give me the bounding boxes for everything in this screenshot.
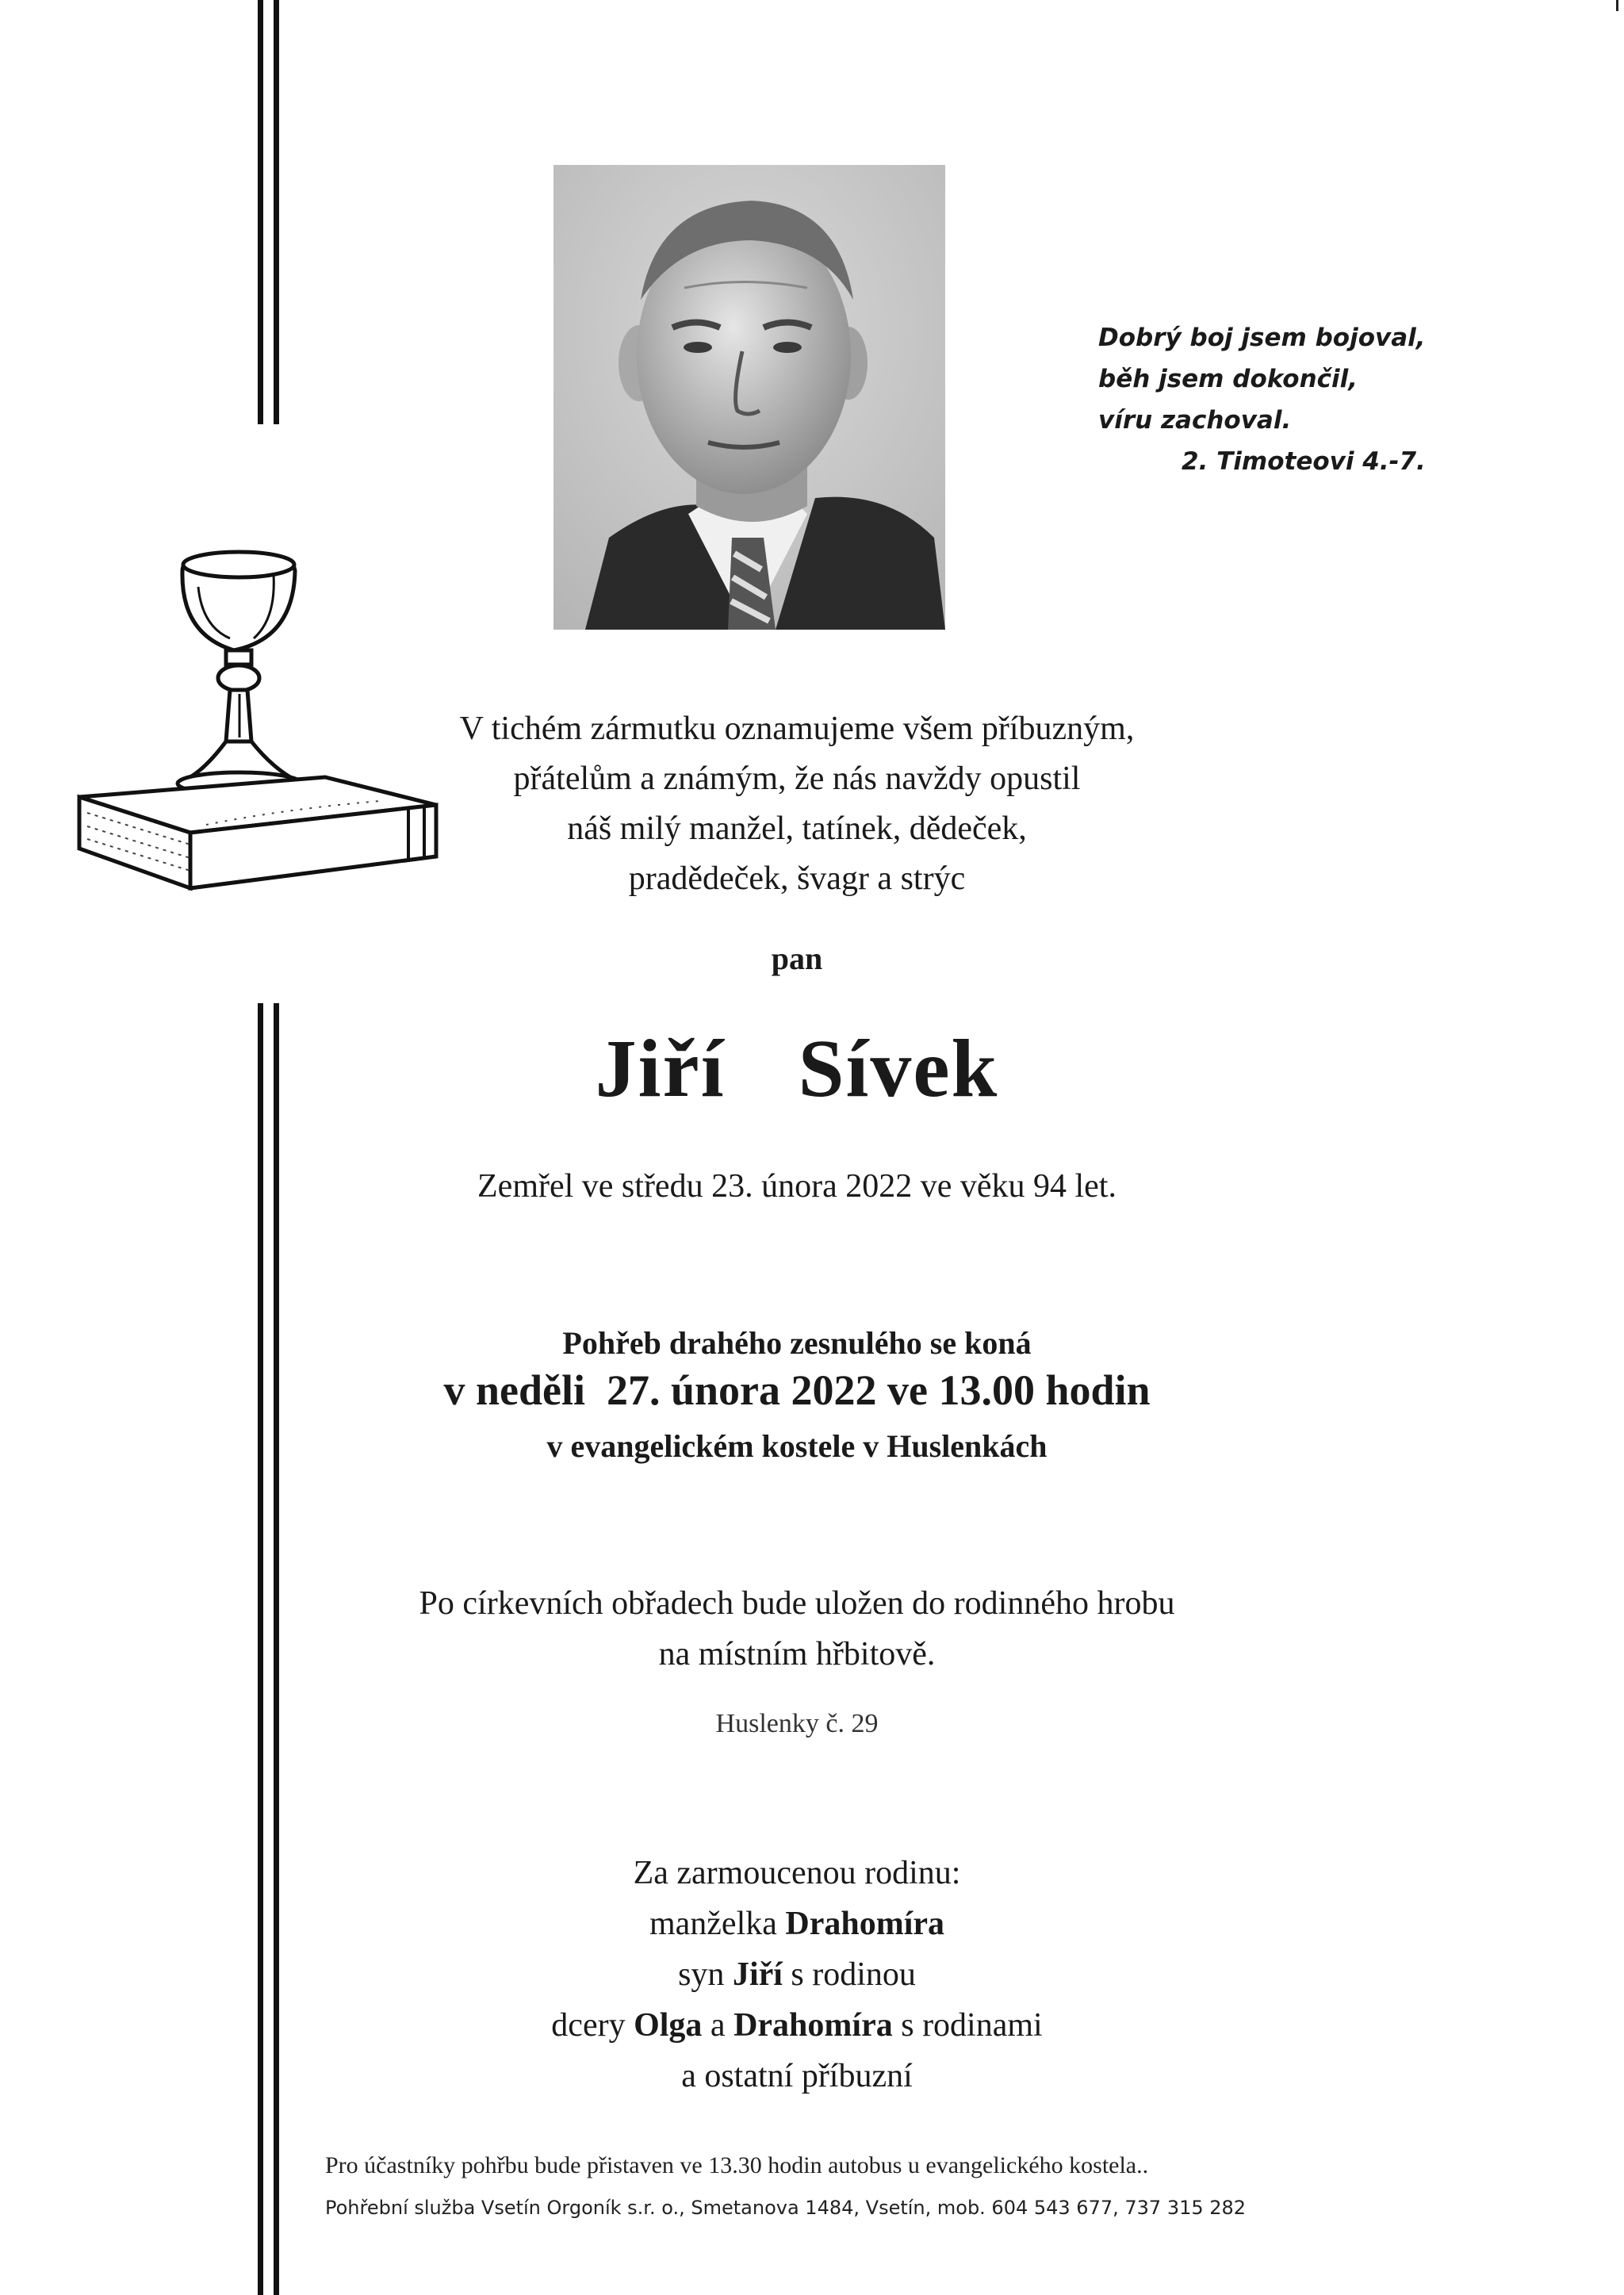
funeral-date: v neděli 27. února 2022 ve 13.00 hodin xyxy=(443,1366,1151,1414)
family-heading: Za zarmoucenou rodinu: xyxy=(633,1855,961,1891)
burial-line: Po církevních obřadech bude uložen do rodinného hrobu xyxy=(419,1585,1175,1622)
intro-line: V tichém zármutku oznamujeme všem příbuzným, xyxy=(459,711,1135,747)
family-address: Huslenky č. 29 xyxy=(715,1709,879,1738)
burial-info xyxy=(262,1578,1332,1680)
top-left-bar-1 xyxy=(258,0,263,424)
family-daughters: dcery Olga a Drahomíra s rodinami xyxy=(551,2007,1043,2044)
intro-line: pradědeček, švagr a strýc xyxy=(628,860,966,897)
quote-reference: 2. Timoteovi 4.-7. xyxy=(1182,447,1426,476)
intro-line: náš milý manžel, tatínek, dědeček, xyxy=(567,810,1027,847)
funeral-agency: Pohřební služba Vsetín Orgoník s.r. o., Smetanova 1484, Vsetín, mob. 604 543 677, 737 315 282 xyxy=(325,2197,1247,2219)
family-son: syn Jiří s rodinou xyxy=(678,1956,916,1993)
quote-line: běh jsem dokončil, xyxy=(1098,365,1358,393)
daughter-name: Drahomíra xyxy=(733,2007,893,2044)
funeral-heading: Pohřeb drahého zesnulého se koná xyxy=(562,1325,1032,1361)
quote-line: víru zachoval. xyxy=(1098,406,1292,435)
bus-note: Pro účastníky pohřbu bude přistaven ve 13.30 hodin autobus u evangelického kostela.. xyxy=(325,2152,1149,2178)
daughter-name: Olga xyxy=(634,2007,703,2044)
top-left-bar-2 xyxy=(274,0,279,424)
son-name: Jiří xyxy=(732,1956,783,1993)
bible-quote xyxy=(1098,317,1542,482)
family-others: a ostatní příbuzní xyxy=(681,2058,913,2094)
quote-line: Dobrý boj jsem bojoval, xyxy=(1098,324,1426,352)
corner-mark xyxy=(1616,0,1618,11)
portrait-photo xyxy=(553,165,945,630)
death-notice: Zemřel ve středu 23. února 2022 ve věku 94 let. xyxy=(477,1168,1116,1205)
burial-line: na místním hřbitově. xyxy=(658,1636,936,1672)
family-list xyxy=(262,1848,1332,2102)
announcement-intro xyxy=(262,704,1332,904)
wife-name: Drahomíra xyxy=(785,1906,945,1942)
funeral-place: v evangelickém kostele v Huslenkách xyxy=(546,1428,1048,1464)
honorific: pan xyxy=(771,941,823,976)
family-wife: manželka Drahomíra xyxy=(649,1906,945,1942)
intro-line: přátelům a známým, že nás navždy opustil xyxy=(513,761,1081,797)
deceased-name: Jiří Sívek xyxy=(595,1023,999,1114)
